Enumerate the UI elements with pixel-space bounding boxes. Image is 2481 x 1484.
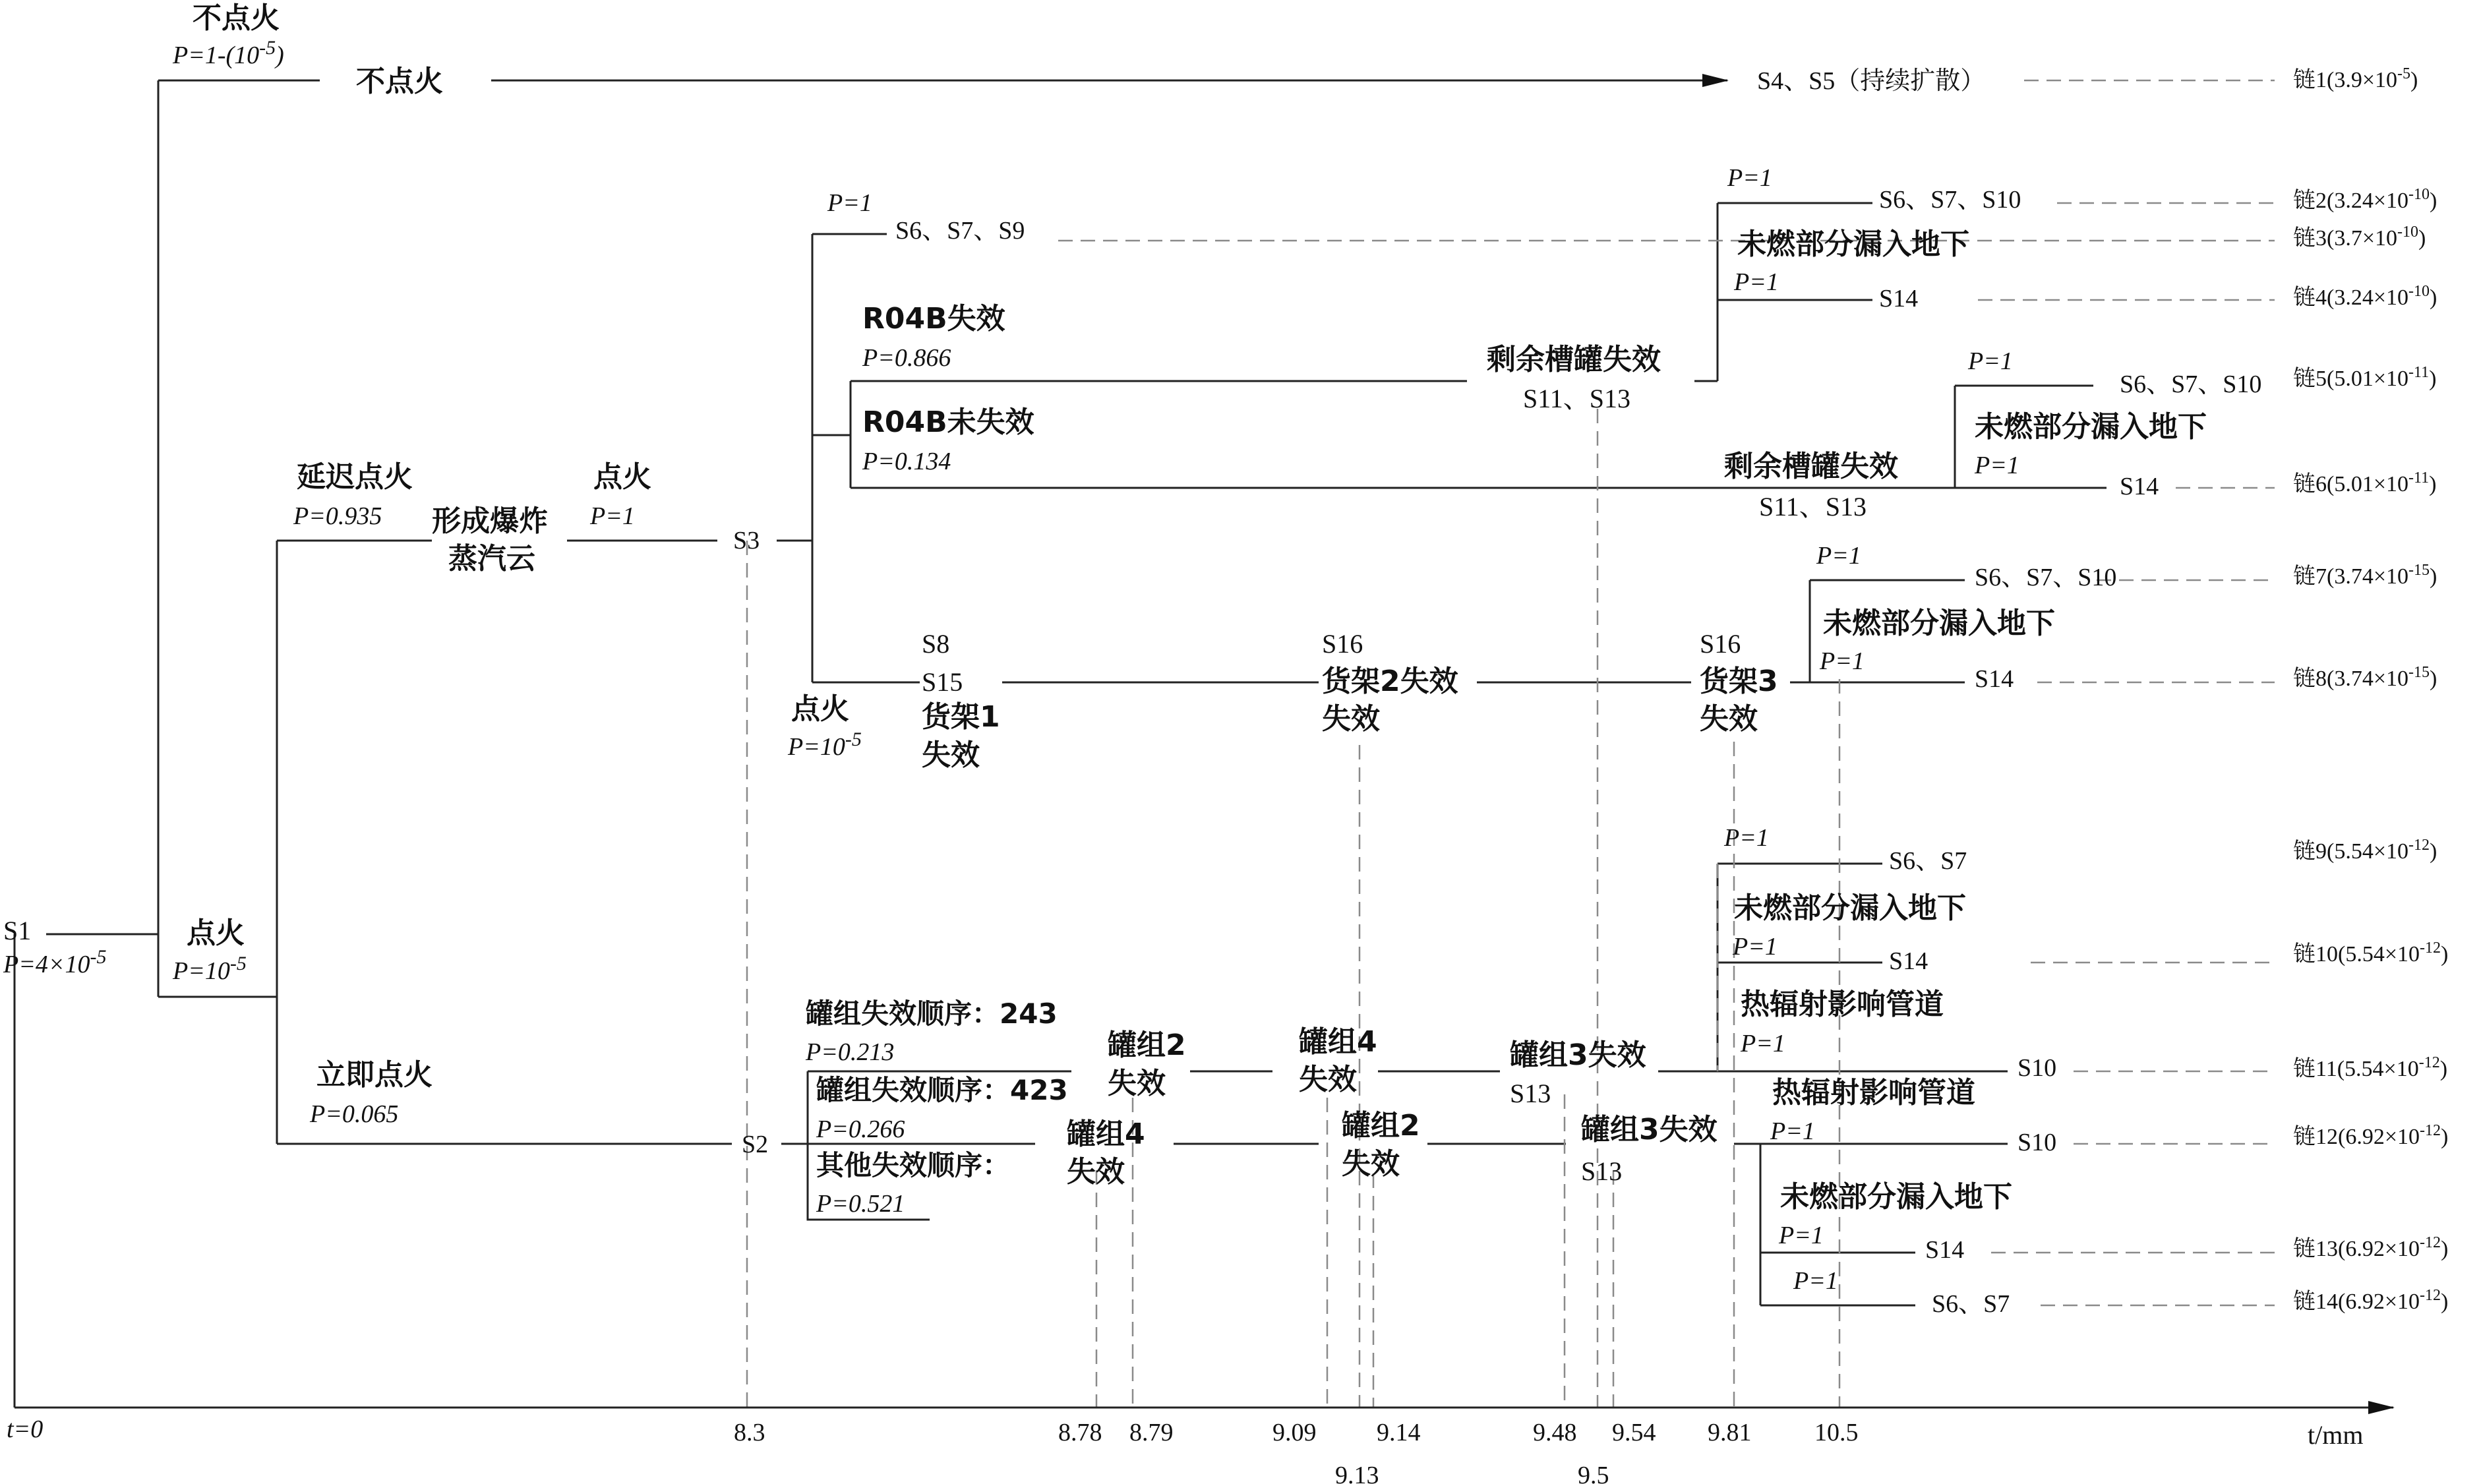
p1-k: P=1 (1779, 1222, 1824, 1249)
s2-label: S2 (742, 1131, 769, 1158)
r04b-ok-label: R04B未失效 (862, 405, 1034, 439)
p1-b: P=1 (1734, 268, 1779, 296)
order-other-label: 其他失效顺序： (816, 1149, 1011, 1181)
order-other-probability: P=0.521 (816, 1190, 905, 1218)
p1-top: P=1 (827, 189, 872, 217)
p1-i: P=1 (1741, 1030, 1785, 1057)
s1-label: S1 (3, 916, 32, 945)
delayed-ignition-label: 延迟点火 (297, 460, 413, 494)
rack-1-label: 货架1 (922, 700, 1000, 734)
tank-group-2-b: 罐组2 (1342, 1109, 1420, 1143)
chain-label: 链$10(5.54\times 10^{-12})$ (2293, 939, 2449, 966)
immediate-ignition-label: 立即点火 (316, 1058, 433, 1092)
thermal-radiation-b: 热辐射影响管道 (1772, 1076, 1975, 1110)
remaining-tanks-fail-a: 剩余槽罐失效 (1487, 343, 1661, 376)
chain-label: 链$12(6.92\times 10^{-12})$ (2293, 1122, 2449, 1149)
no-ignition-probability: $P=1-(10^{-5})$ (173, 37, 284, 69)
ignition-2-probability: P=1 (590, 502, 635, 530)
chain-label: 链$1(3.9\times 10^{-5})$ (2293, 65, 2418, 92)
tank-group-4-a: 罐组4 (1067, 1117, 1145, 1151)
s16-a-label: S16 (1322, 629, 1363, 659)
axis-tick-label: 8.78 (1058, 1419, 1102, 1446)
ignition-label: 点火 (187, 916, 245, 950)
outcome-5: S6、S7、S10 (2120, 371, 2262, 398)
remaining-tanks-fail-b: 剩余槽罐失效 (1724, 450, 1898, 483)
ignition-3-label: 点火 (791, 692, 849, 726)
s13-b-label: S13 (1581, 1156, 1623, 1186)
outcome-4: S14 (1879, 285, 1919, 312)
axis-tick-label: 9.81 (1708, 1419, 1752, 1446)
vapor-cloud-label: 形成爆炸 (432, 504, 548, 538)
no-ignition-label: 不点火 (193, 1, 280, 35)
ignition-3-probability: $P=10^{-5}$ (788, 728, 862, 761)
tank-group-3-a: 罐组3失效 (1510, 1038, 1646, 1072)
p1-e: P=1 (1816, 542, 1861, 570)
unburnt-leak-d: 未燃部分漏入地下 (1734, 891, 1966, 925)
tank-group-4-b: 罐组4 (1299, 1025, 1377, 1059)
tank-group-2-a: 罐组2 (1108, 1028, 1186, 1062)
s16-b-label: S16 (1700, 629, 1741, 659)
order-423-label: 罐组失效顺序：423 (816, 1074, 1068, 1106)
outcome-11: S10 (2018, 1054, 2057, 1082)
s1-probability: $P=4\times 10^{-5}$ (3, 946, 107, 978)
unburnt-leak-e: 未燃部分漏入地下 (1780, 1180, 2012, 1214)
time-axis (7, 1408, 2393, 1484)
p1-f: P=1 (1820, 647, 1865, 675)
chain-label: 链$11(5.54\times 10^{-12})$ (2293, 1054, 2448, 1081)
chain-label: 链$13(6.92\times 10^{-12})$ (2293, 1234, 2449, 1261)
s15-label: S15 (922, 667, 963, 697)
p1-h: P=1 (1733, 933, 1778, 961)
thermal-radiation-a: 热辐射影响管道 (1741, 988, 1944, 1021)
axis-tick-label: 9.48 (1533, 1419, 1577, 1446)
axis-tick-label: 9.14 (1377, 1419, 1421, 1446)
axis-tick-label: 9.13 (1335, 1462, 1379, 1484)
axis-tick-label: 9.54 (1612, 1419, 1656, 1446)
unburnt-leak-b: 未燃部分漏入地下 (1975, 410, 2207, 444)
s8-label: S8 (922, 629, 950, 659)
axis-tick-label: 9.09 (1272, 1419, 1317, 1446)
chain-label: 链$14(6.92\times 10^{-12})$ (2293, 1287, 2449, 1314)
s4-s5-outcome: S4、S5（持续扩散） (1757, 67, 1986, 95)
no-ignition-mid-label: 不点火 (356, 65, 443, 98)
immediate-ignition-probability: P=0.065 (310, 1100, 399, 1128)
rack-2-label-2: 失效 (1322, 702, 1380, 736)
chain-label: 链$6(5.01\times 10^{-11})$ (2293, 469, 2437, 496)
chain-label: 链$5(5.01\times 10^{-11})$ (2293, 364, 2437, 391)
ignition-2-label: 点火 (593, 460, 651, 494)
chain-label: 链$7(3.74\times 10^{-15})$ (2293, 562, 2437, 589)
p1-j: P=1 (1770, 1117, 1815, 1145)
outcome-2: S6、S7、S10 (1879, 186, 2021, 214)
tank-group-4-a-2: 失效 (1067, 1155, 1125, 1189)
chain-label: 链$9(5.54\times 10^{-12})$ (2293, 837, 2437, 864)
order-243-probability: P=0.213 (806, 1038, 895, 1066)
s11-s13-a: S11、S13 (1523, 384, 1631, 413)
chain-label: 链$2(3.24\times 10^{-10})$ (2293, 186, 2437, 213)
p1-d: P=1 (1975, 452, 2019, 479)
axis-tick-label: 10.5 (1814, 1419, 1859, 1446)
outcome-8: S14 (1975, 665, 2014, 693)
s11-s13-b: S11、S13 (1759, 492, 1867, 521)
axis-tick-label: 8.79 (1129, 1419, 1174, 1446)
outcome-14: S6、S7 (1932, 1290, 2010, 1318)
unburnt-leak-a: 未燃部分漏入地下 (1737, 227, 1969, 261)
node-labels (3, 1, 2261, 1318)
outcome-12: S10 (2018, 1129, 2057, 1156)
chain-probabilities (2293, 65, 2448, 1314)
outcome-7: S6、S7、S10 (1975, 564, 2117, 591)
r04b-fail-label: R04B失效 (862, 302, 1005, 336)
order-243-label: 罐组失效顺序：243 (806, 997, 1058, 1030)
axis-unit-label: t/mm (2308, 1420, 2364, 1450)
vapor-cloud-label-2: 蒸汽云 (448, 542, 535, 576)
tank-group-2-a-2: 失效 (1108, 1067, 1166, 1100)
p1-c: P=1 (1968, 347, 2013, 375)
p1-l: P=1 (1793, 1267, 1838, 1295)
outcome-6: S14 (2120, 473, 2159, 500)
p1-a: P=1 (1727, 164, 1772, 192)
ignition-probability: $P=10^{-5}$ (173, 953, 247, 985)
delayed-ignition-probability: P=0.935 (293, 502, 382, 530)
tank-group-2-b-2: 失效 (1342, 1147, 1400, 1181)
rack-1-label-2: 失效 (922, 738, 980, 772)
rack-3-label: 货架3 (1700, 665, 1778, 698)
axis-origin-label: t=0 (7, 1415, 44, 1443)
axis-tick-label: 9.5 (1578, 1462, 1609, 1484)
r04b-ok-probability: P=0.134 (862, 448, 951, 475)
p1-g: P=1 (1724, 824, 1769, 852)
axis-tick-label: 8.3 (734, 1419, 765, 1446)
order-423-probability: P=0.266 (816, 1115, 905, 1143)
chain-label: 链$8(3.74\times 10^{-15})$ (2293, 664, 2437, 691)
r04b-fail-probability: P=0.866 (862, 344, 951, 372)
chain-label: 链$3(3.7\times 10^{-10})$ (2293, 223, 2426, 251)
outcome-9: S6、S7 (1889, 847, 1967, 875)
rack-2-label: 货架2失效 (1322, 665, 1458, 698)
outcome-10: S14 (1889, 947, 1928, 975)
outcome-13: S14 (1925, 1236, 1965, 1264)
rack-3-label-2: 失效 (1700, 702, 1758, 736)
s3-label: S3 (733, 527, 760, 554)
unburnt-leak-c: 未燃部分漏入地下 (1823, 607, 2055, 640)
tank-group-4-b-2: 失效 (1299, 1063, 1357, 1096)
s6-s7-s9-outcome: S6、S7、S9 (895, 217, 1025, 245)
tank-group-3-b: 罐组3失效 (1581, 1113, 1718, 1146)
chain-label: 链$4(3.24\times 10^{-10})$ (2293, 283, 2437, 310)
s13-a-label: S13 (1510, 1079, 1551, 1108)
